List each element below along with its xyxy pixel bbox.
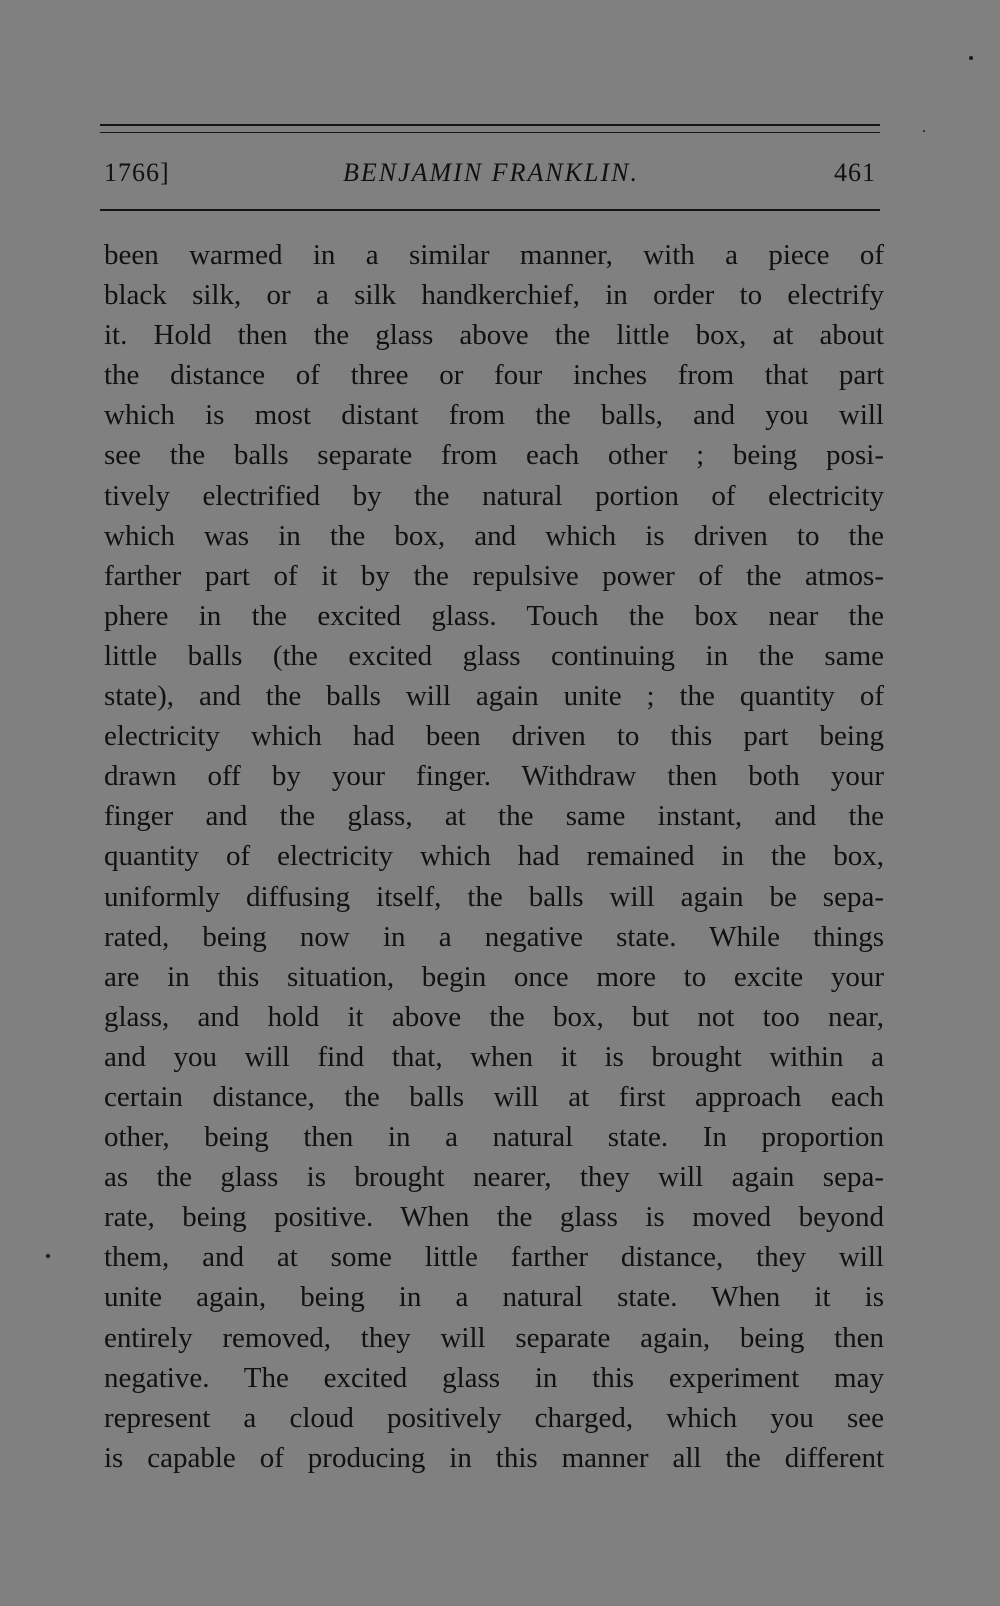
text-line: electricity which had been driven to this part being bbox=[104, 720, 884, 753]
text-line: certain distance, the balls will at first approach each bbox=[104, 1080, 884, 1113]
scan-speck bbox=[46, 1254, 50, 1258]
text-line: represent a cloud positively charged, which you see bbox=[104, 1401, 884, 1434]
text-line: black silk, or a silk handkerchief, in order to electrify bbox=[104, 279, 884, 312]
text-line: tively electrified by the natural portion of electricity bbox=[104, 479, 884, 512]
text-line: unite again, being in a natural state. When it is bbox=[104, 1281, 884, 1314]
text-line: little balls (the excited glass continuing in the same bbox=[104, 639, 884, 672]
text-line: entirely removed, they will separate again, being then bbox=[104, 1321, 884, 1354]
text-line: quantity of electricity which had remained in the box, bbox=[104, 840, 884, 873]
text-line: state), and the balls will again unite ; the quantity of bbox=[104, 680, 884, 713]
text-line: is capable of producing in this manner all the different bbox=[104, 1441, 884, 1474]
scan-speck bbox=[969, 56, 973, 60]
text-line: other, being then in a natural state. In proportion bbox=[104, 1121, 884, 1154]
running-head-title: BENJAMIN FRANKLIN. bbox=[343, 158, 639, 187]
top-double-rule-upper bbox=[100, 124, 880, 126]
running-head-year: 1766] bbox=[104, 158, 170, 187]
text-line: the distance of three or four inches from that part bbox=[104, 359, 884, 392]
text-line: which is most distant from the balls, and you will bbox=[104, 399, 884, 432]
text-line: rated, being now in a negative state. While things bbox=[104, 920, 884, 953]
text-line: negative. The excited glass in this experiment may bbox=[104, 1361, 884, 1394]
page-number: 461 bbox=[834, 158, 876, 187]
text-line: uniformly diffusing itself, the balls will again be sepa- bbox=[104, 880, 884, 913]
running-head bbox=[102, 158, 880, 198]
text-line: finger and the glass, at the same instant, and the bbox=[104, 800, 884, 833]
text-line: and you will find that, when it is brought within a bbox=[104, 1040, 884, 1073]
text-line: been warmed in a similar manner, with a piece of bbox=[104, 239, 884, 271]
text-line: farther part of it by the repulsive power of the atmos- bbox=[104, 559, 884, 592]
scan-speck bbox=[923, 130, 925, 132]
body-text bbox=[104, 235, 884, 1478]
running-head-rule bbox=[100, 209, 880, 211]
top-double-rule-lower bbox=[100, 132, 880, 133]
text-line: as the glass is brought nearer, they will again sepa- bbox=[104, 1161, 884, 1194]
text-line: see the balls separate from each other ; being posi- bbox=[104, 439, 884, 472]
text-line: them, and at some little farther distance, they will bbox=[104, 1241, 884, 1274]
text-line: which was in the box, and which is driven to the bbox=[104, 519, 884, 552]
text-line: glass, and hold it above the box, but not too near, bbox=[104, 1000, 884, 1033]
text-line: rate, being positive. When the glass is moved beyond bbox=[104, 1201, 884, 1234]
text-line: it. Hold then the glass above the little box, at about bbox=[104, 319, 884, 352]
text-line: drawn off by your finger. Withdraw then both your bbox=[104, 760, 884, 793]
text-line: are in this situation, begin once more to excite your bbox=[104, 960, 884, 993]
text-line: phere in the excited glass. Touch the box near the bbox=[104, 599, 884, 632]
